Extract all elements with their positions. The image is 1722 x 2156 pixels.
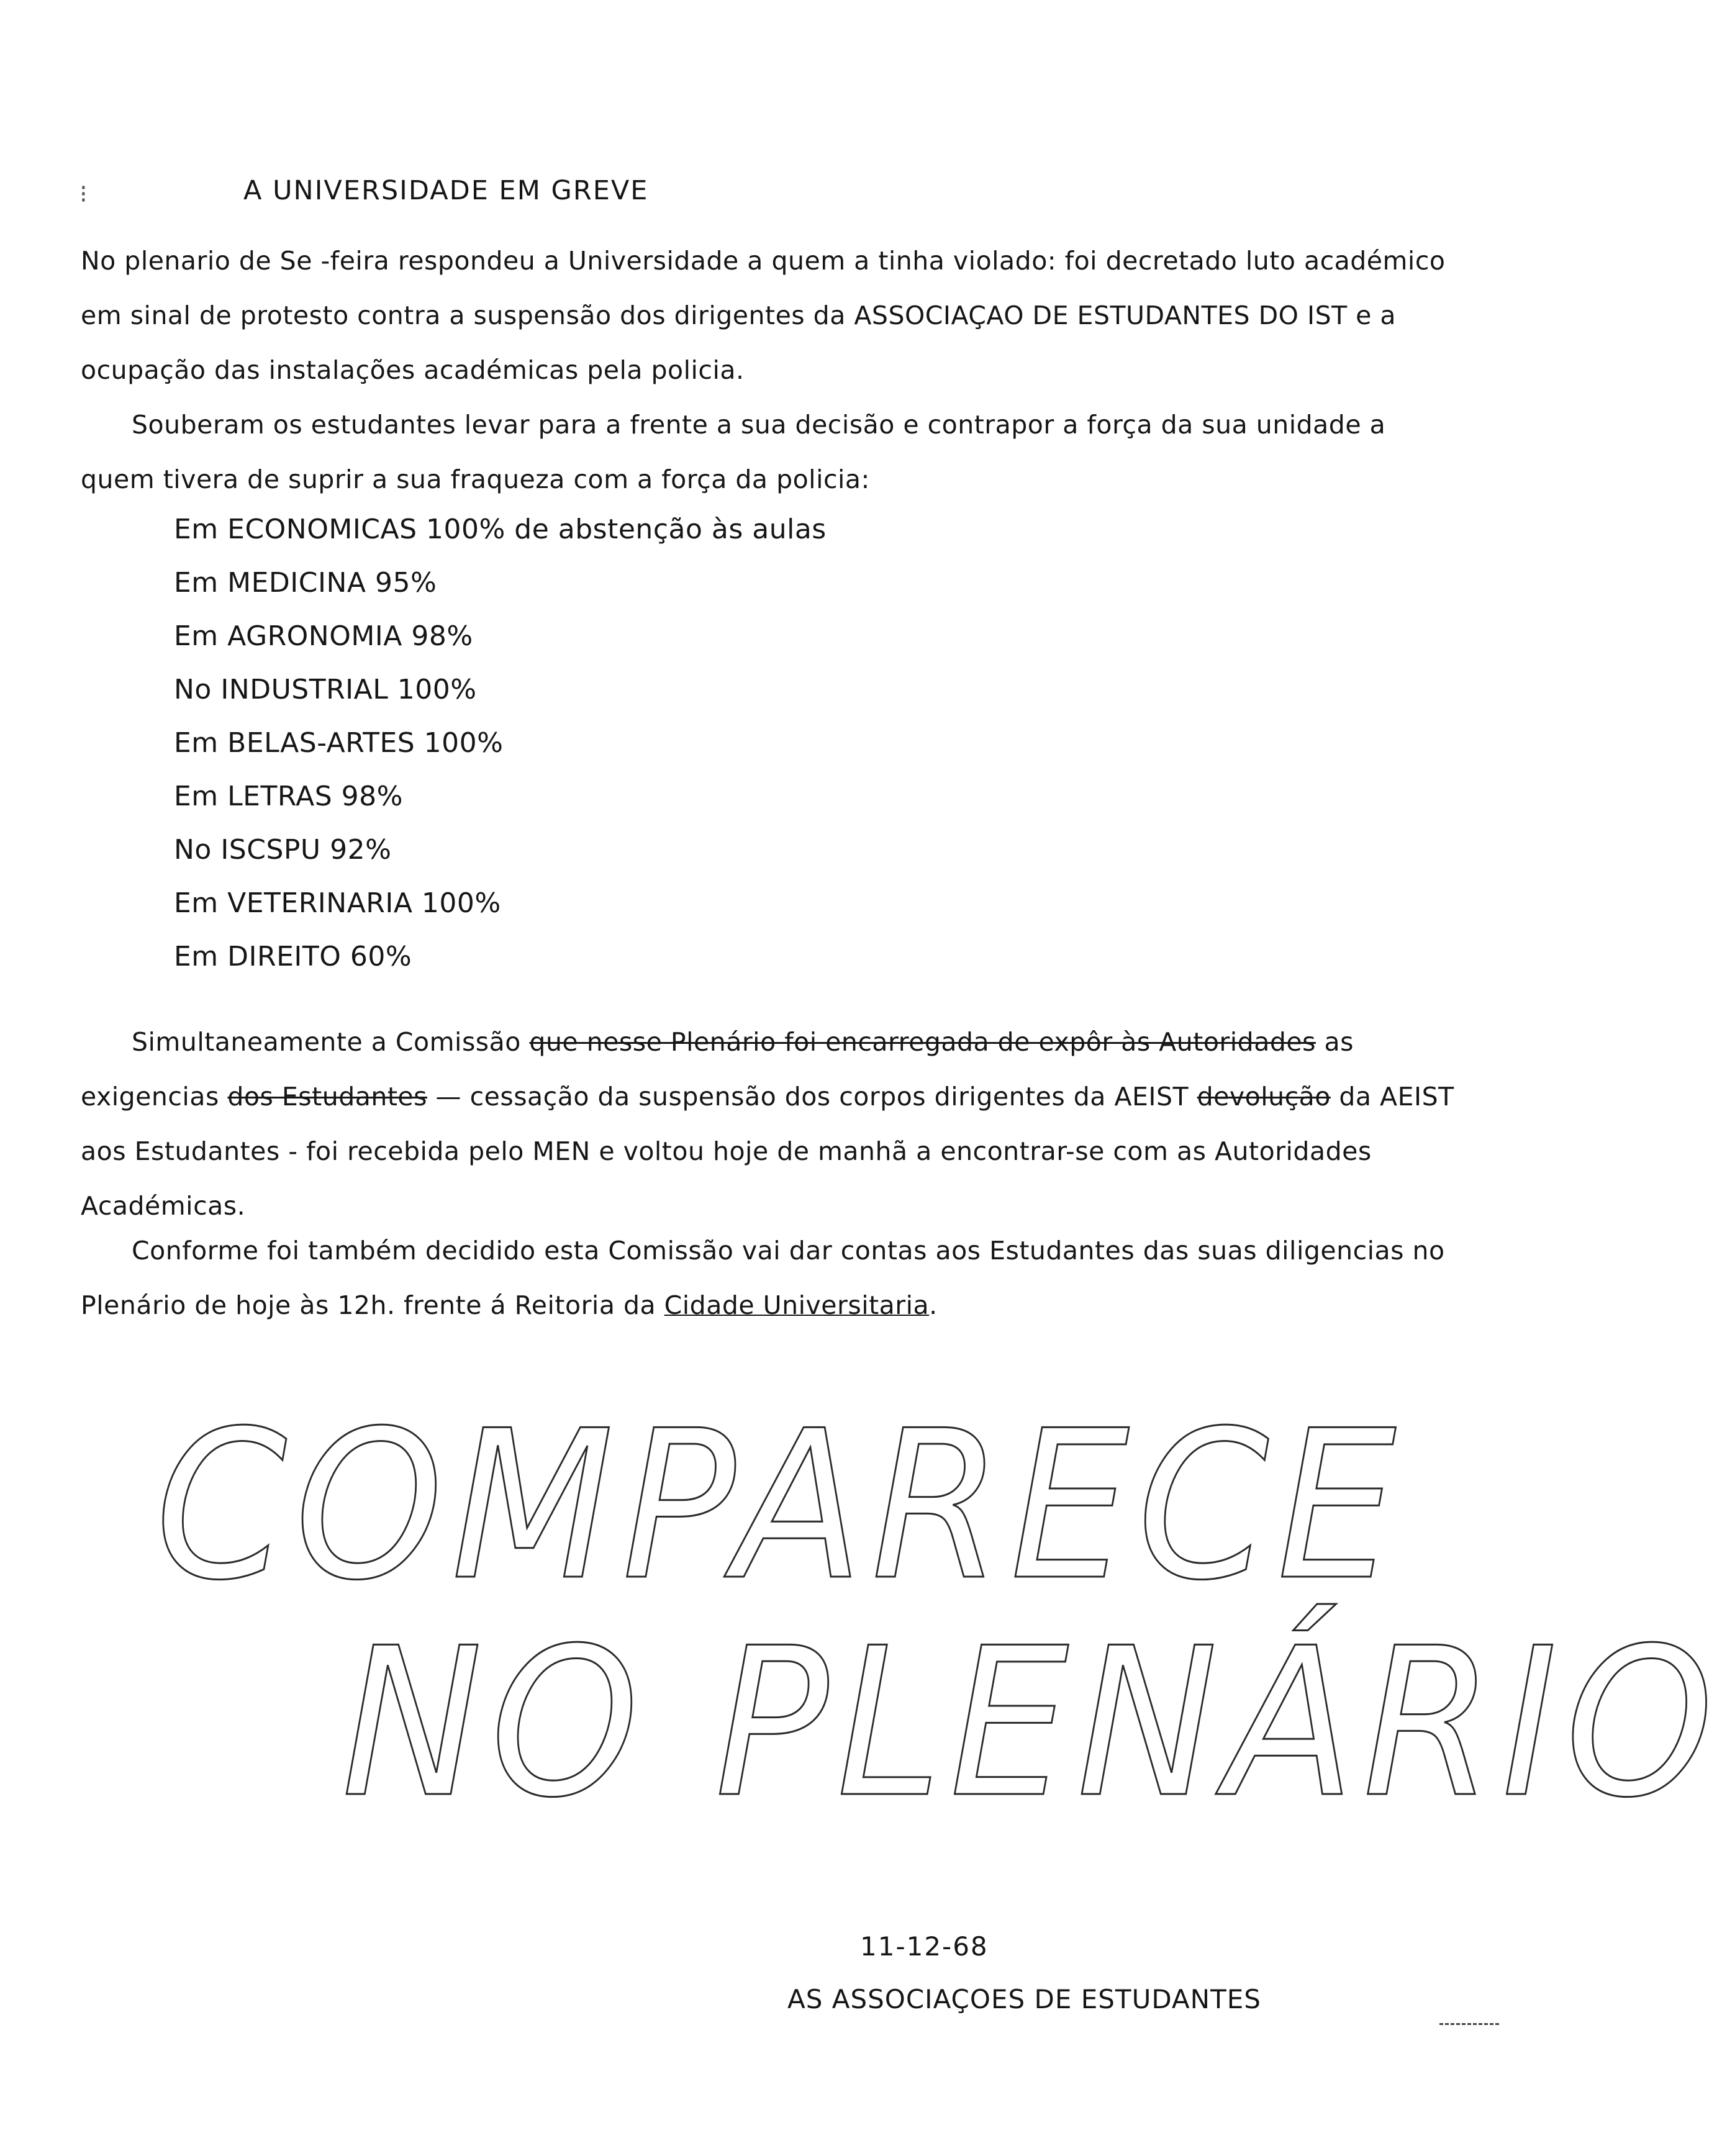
underlined-text: Cidade Universitaria: [664, 1290, 930, 1320]
document-signature: AS ASSOCIAÇOES DE ESTUDANTES: [787, 1984, 1261, 2014]
slogan-line-plenario: NO PLENÁRIO: [342, 1604, 1722, 1842]
paragraph-plenario: [81, 233, 1447, 397]
list-item: No ISCSPU 92%: [174, 834, 392, 866]
strike-results-list: [174, 503, 827, 984]
paragraph-conforme-text: Conforme foi também decidido esta Comissão vai dar contas aos Estudantes das suas diligencias no Plenário de hoje às 12h. frente á Reitoria da: [81, 1236, 1445, 1320]
list-item: Em MEDICINA 95%: [174, 567, 437, 599]
struck-text: devolução: [1197, 1082, 1331, 1112]
list-item: Em ECONOMICAS 100% de abstenção às aulas: [174, 514, 827, 545]
paragraph-comissao: [81, 1015, 1459, 1233]
document-title: A UNIVERSIDADE EM GREVE: [243, 175, 649, 206]
list-item: Em LETRAS 98%: [174, 781, 403, 812]
paragraph-comissao-text: da AEIST aos Estudantes - foi recebida pelo MEN e voltou hoje de manhã a encontrar-se com as Autoridades Académicas.: [81, 1082, 1454, 1221]
struck-text: que nesse Plenário foi encarregada de expôr às Autoridades: [529, 1027, 1316, 1057]
paragraph-conforme: [81, 1223, 1459, 1333]
list-item: Em BELAS-ARTES 100%: [174, 727, 504, 759]
slogan-line-comparece: COMPARECE: [155, 1387, 1405, 1625]
list-item: Em VETERINARIA 100%: [174, 887, 501, 919]
paragraph-comissao-text: — cessação da suspensão dos corpos dirigentes da AEIST: [427, 1082, 1197, 1112]
struck-text: dos Estudantes: [227, 1082, 427, 1112]
paragraph-comissao-text: as exigencias: [81, 1027, 1354, 1112]
dash-mark: [1439, 2023, 1499, 2027]
paragraph-estudantes-text: Souberam os estudantes levar para a frente a sua decisão e contrapor a força da sua unidade a quem tivera de suprir a sua fraqueza com a força da policia:: [81, 410, 1386, 494]
document-date: 11-12-68: [860, 1931, 989, 1962]
list-item: No INDUSTRIAL 100%: [174, 674, 477, 705]
paragraph-plenario-text: No plenario de Se -feira respondeu a Universidade a quem a tinha violado: foi decretado luto académico em sinal de protesto contra a suspensão dos dirigentes da ASSOCIAÇAO DE ESTUDANTES DO IST e a ocupação das instalações académicas pela policia.: [81, 246, 1446, 385]
paragraph-conforme-text: .: [929, 1290, 938, 1320]
list-item: Em AGRONOMIA 98%: [174, 620, 473, 652]
paragraph-comissao-text: Simultaneamente a Comissão: [132, 1027, 530, 1057]
margin-mark: ⁝: [79, 180, 88, 209]
paragraph-estudantes: [81, 397, 1459, 507]
list-item: Em DIREITO 60%: [174, 941, 412, 972]
